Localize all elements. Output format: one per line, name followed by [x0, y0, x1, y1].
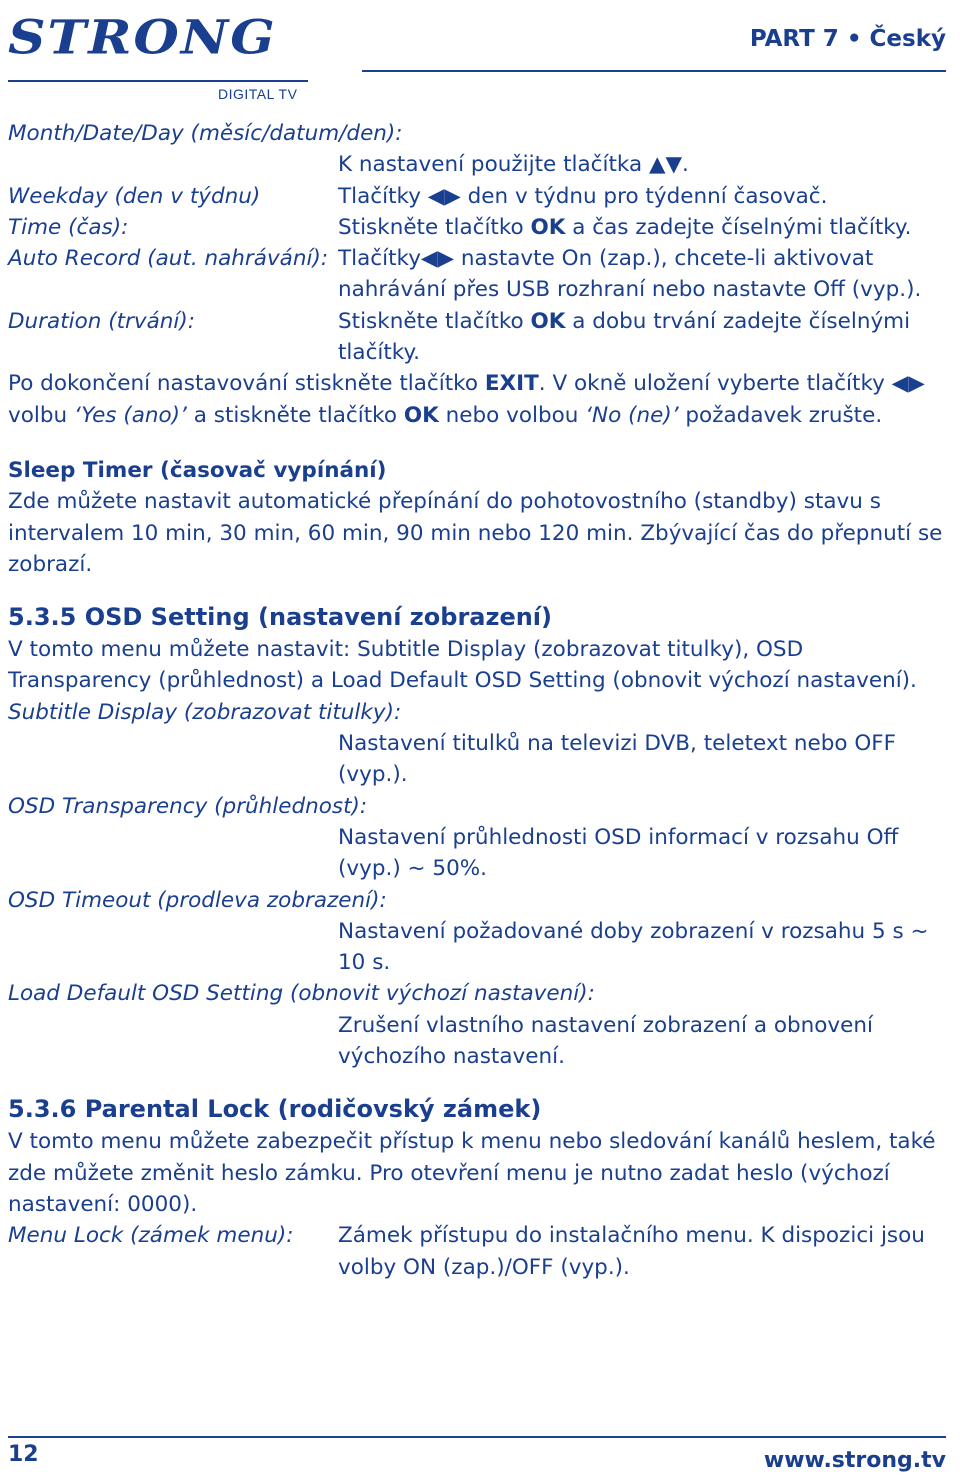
parental-heading: 5.3.6 Parental Lock (rodičovský zámek) — [8, 1095, 542, 1124]
auto-record-row — [8, 243, 948, 306]
transparency-value: Nastavení průhlednosti OSD informací v rozsahu Off (vyp.) ~ 50%. — [338, 824, 899, 882]
time-label: Time (čas): — [8, 214, 129, 240]
subtitle-value: Nastavení titulků na televizi DVB, teletext nebo OFF (vyp.). — [338, 731, 896, 788]
sleep-heading: Sleep Timer (časovač vypínání) — [8, 457, 387, 483]
weekday-label: Weekday (den v týdnu) — [8, 183, 261, 209]
time-row — [8, 212, 948, 243]
weekday-value: Tlačítky ◀▶ den v týdnu pro týdenní časovač. — [338, 183, 828, 209]
weekday-row — [8, 181, 948, 212]
month-value: K nastavení použijte tlačítka ▲▼. — [338, 152, 689, 178]
duration-row — [8, 306, 948, 369]
osd-intro: V tomto menu můžete nastavit: Subtitle Display (zobrazovat titulky), OSD Transparency (průhlednost) a Load Default OSD Setting (obnovit výchozí nastavení). — [8, 637, 917, 694]
strong-logo — [8, 8, 308, 100]
default-value: Zrušení vlastního nastavení zobrazení a obnovení výchozího nastavení. — [338, 1012, 873, 1070]
subtitle-label: Subtitle Display (zobrazovat titulky): — [8, 699, 402, 725]
menu-lock-label: Menu Lock (zámek menu): — [8, 1223, 294, 1249]
transparency-label: OSD Transparency (průhlednost): — [8, 793, 368, 819]
auto-record-value: Tlačítky◀▶ nastavte On (zap.), chcete-li aktivovat nahrávání přes USB rozhraní nebo nastavte Off (vyp.). — [338, 246, 922, 303]
logo-subtitle: DIGITAL TV — [218, 86, 298, 102]
sleep-text: Zde můžete nastavit automatické přepínání do pohotovostního (standby) stavu s intervalem 10 min, 30 min, 60 min, 90 min nebo 120 min. Zbývající čas do přepnutí se zobrazí. — [8, 489, 943, 577]
logo-rule — [8, 80, 308, 82]
page-number: 12 — [8, 1442, 39, 1467]
finish-paragraph: Po dokončení nastavování stiskněte tlačítko EXIT. V okně uložení vyberte tlačítky ◀▶ volbu ‘Yes (ano)’ a stiskněte tlačítko OK nebo volbou ‘No (ne)’ požadavek zrušte. — [8, 371, 925, 428]
duration-value: Stiskněte tlačítko OK a dobu trvání zadejte číselnými tlačítky. — [338, 308, 911, 366]
timeout-label: OSD Timeout (prodleva zobrazení): — [8, 887, 387, 913]
header-divider — [362, 70, 946, 72]
footer-divider — [8, 1436, 946, 1438]
month-label: Month/Date/Day (měsíc/datum/den): — [8, 121, 403, 146]
website-link[interactable]: www.strong.tv — [763, 1448, 946, 1473]
page-content — [8, 118, 948, 1283]
menu-lock-value: Zámek přístupu do instalačního menu. K dispozici jsou volby ON (zap.)/OFF (vyp.). — [338, 1223, 925, 1280]
part-label: PART 7 • Český — [749, 26, 946, 52]
osd-heading: 5.3.5 OSD Setting (nastavení zobrazení) — [8, 603, 552, 632]
logo-wordmark: STRONG — [8, 10, 277, 66]
default-label: Load Default OSD Setting (obnovit výchozí nastavení): — [8, 981, 595, 1007]
timeout-value: Nastavení požadované doby zobrazení v rozsahu 5 s ~ 10 s. — [338, 918, 929, 976]
auto-record-label: Auto Record (aut. nahrávání): — [8, 246, 329, 272]
parental-intro: V tomto menu můžete zabezpečit přístup k menu nebo sledování kanálů heslem, také zde můžete změnit heslo zámku. Pro otevření menu je nutno zadat heslo (výchozí nastavení: 0000). — [8, 1129, 936, 1217]
menu-lock-row — [8, 1220, 948, 1283]
duration-label: Duration (trvání): — [8, 308, 196, 334]
time-value: Stiskněte tlačítko OK a čas zadejte číselnými tlačítky. — [338, 214, 912, 240]
